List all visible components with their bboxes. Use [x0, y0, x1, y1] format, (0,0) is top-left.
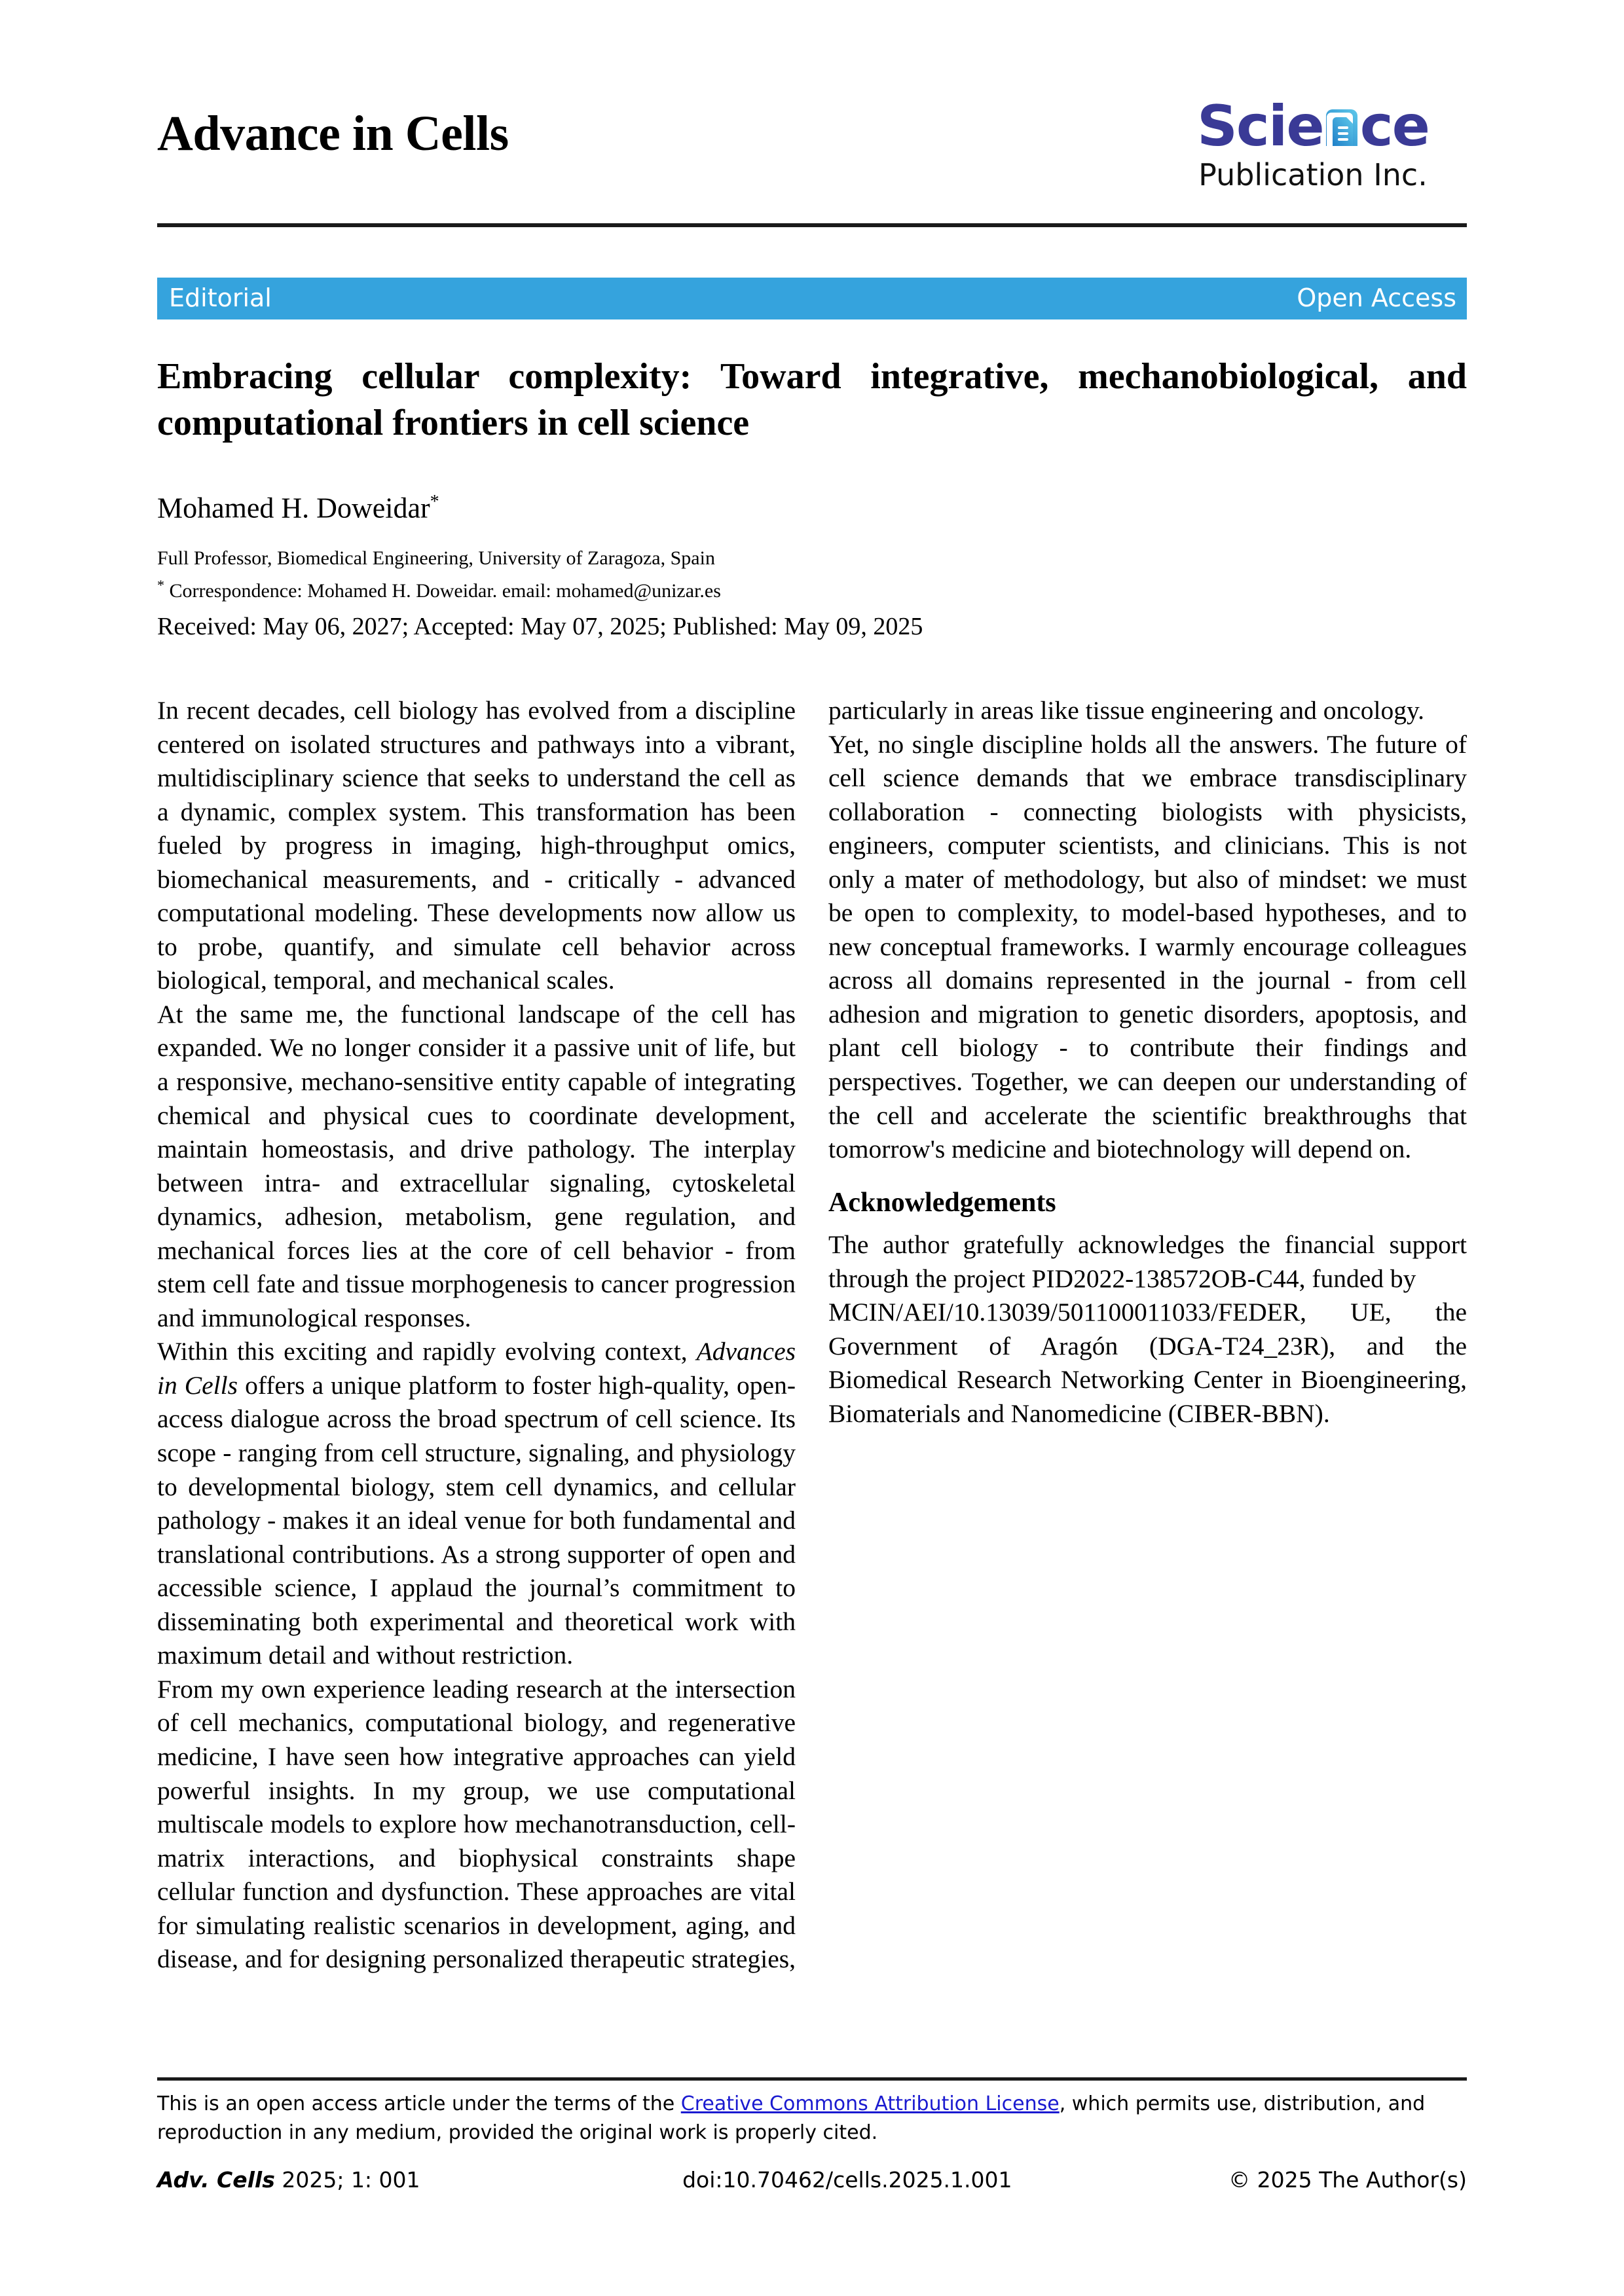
body-column-left: [157, 694, 796, 1977]
article-type-label: Editorial: [169, 283, 272, 312]
citation-reference: [157, 2167, 420, 2193]
journal-page: [157, 0, 1467, 2296]
body-column-right: [828, 694, 1467, 1430]
affiliation-block: [157, 543, 1467, 607]
author-list: [157, 491, 1467, 526]
footer-metadata: [157, 2167, 1467, 2193]
journal-title: Advance in Cells: [157, 106, 509, 161]
acknowledgements-paragraph: MCIN/AEI/10.13039/501100011033/FEDER, UE, the Government of Aragón (DGA-T24_23R), and the Biomedical Research Networking Center in Bioengineering, Biomaterials and Nanomedicine (CIBER-BBN).: [828, 1298, 1467, 1428]
section-heading-acknowledgements: Acknowledgements: [828, 1187, 1056, 1218]
masthead-divider: [157, 223, 1467, 227]
author-corresponding-marker: *: [430, 492, 439, 512]
body-paragraph: particularly in areas like tissue engineering and oncology.: [828, 696, 1425, 725]
article-title: Embracing cellular complexity: Toward integrative, mechanobiological, and computational frontiers in cell science: [157, 356, 1467, 443]
publisher-name: Publication Inc.: [1198, 157, 1428, 192]
paragraph-text-after-italic: offers a unique platform to foster high-quality, open-access dialogue across the broad spectrum of cell science. Its scope - ranging from cell structure, signaling, and physiology to developmental biology, stem cell dynamics, and cellular pathology - makes it an ideal venue for both fundamental and translational contributions. As a strong supporter of open and accessible science, I applaud the journal’s commitment to disseminating both experimental and theoretical work with maximum detail and without restriction.: [157, 1370, 796, 1670]
creative-commons-license-link[interactable]: Creative Commons Attribution License: [680, 2092, 1060, 2115]
article-type-bar: [157, 278, 1467, 319]
open-access-label: Open Access: [1297, 283, 1456, 312]
logo-text-after: ce: [1359, 94, 1430, 159]
body-paragraph: From my own experience leading research at the intersection of cell mechanics, computational biology, and regenerative medicine, I have seen how integrative approaches can yield powerful insights. In my group, we use computational multiscale models to explore how mechanotransduction, cell-matrix interactions, and biophysical constraints shape cellular function and dysfunction. These approaches are vital for simulating realistic scenarios in development, aging, and disease, and for designing personalized therapeutic strategies,: [157, 1674, 796, 1974]
citation-volume-page: 2025; 1: 001: [274, 2167, 420, 2193]
license-text-after: , which permits use, distribution, and reproduction in any medium, provided the original work is properly cited.: [157, 2092, 1426, 2144]
body-paragraph: Yet, no single discipline holds all the answers. The future of cell science demands that we embrace transdisciplinary collaboration - connecting biologists with physicists, engineers, computer scientists, and clinicians. This is not only a mater of methodology, but also of mindset: we must be open to complexity, to model-based hypotheses, and to new conceptual frameworks. I warmly encourage colleagues across all domains represented in the journal - from cell adhesion and migration to genetic disorders, apoptosis, and plant cell biology - to contribute their findings and perspectives. Together, we can deepen our understanding of the cell and accelerate the scientific breakthroughs that tomorrow's medicine and biotechnology will depend on.: [828, 729, 1467, 1164]
correspondence-marker: *: [157, 576, 164, 593]
footer-divider: [157, 2077, 1467, 2081]
masthead: [157, 94, 1467, 223]
affiliation-line: Full Professor, Biomedical Engineering, University of Zaragoza, Spain: [157, 547, 715, 569]
correspondence-text: Correspondence: Mohamed H. Doweidar. email: mohamed@unizar.es: [169, 579, 721, 602]
body-paragraph: In recent decades, cell biology has evolved from a discipline centered on isolated structures and pathways into a vibrant, multidisciplinary science that seeks to understand the cell as a dynamic, complex system. This transformation has been fueled by progress in imaging, high-throughput omics, biomechanical measurements, and - critically - advanced computational modeling. These developments now allow us to probe, quantify, and simulate cell behavior across biological, temporal, and mechanical scales.: [157, 696, 796, 995]
publisher-logo: [1159, 94, 1467, 192]
body-paragraph: At the same me, the functional landscape of the cell has expanded. We no longer consider it a passive unit of life, but a responsive, mechano-sensitive entity capable of integrating chemical and physical cues to coordinate development, maintain homeostasis, and drive pathology. The interplay between intra- and extracellular signaling, cytoskeletal dynamics, adhesion, metabolism, gene regulation, and mechanical forces lies at the core of cell behavior - from stem cell fate and tissue morphogenesis to cancer progression and immunological responses.: [157, 999, 796, 1332]
article-body: [157, 694, 1467, 2069]
correspondence-line: [157, 574, 1467, 607]
journal-name-italic: Advances in Cells: [157, 1337, 796, 1400]
citation-journal-abbrev: Adv. Cells: [157, 2167, 275, 2193]
article-dates: Received: May 06, 2027; Accepted: May 07, 2025; Published: May 09, 2025: [157, 613, 923, 640]
license-text-before: This is an open access article under the terms of the: [157, 2092, 681, 2115]
logo-text-before: Scie: [1196, 94, 1323, 159]
copyright-text: © 2025 The Author(s): [1228, 2167, 1467, 2193]
acknowledgements-paragraph: The author gratefully acknowledges the financial support through the project PID2022-138572OB-C44, funded by: [828, 1230, 1467, 1293]
paragraph-text-before-italic: Within this exciting and rapidly evolving context,: [157, 1337, 697, 1366]
license-statement: [157, 2090, 1467, 2147]
document-icon: [1322, 103, 1361, 150]
body-paragraph: [157, 1335, 796, 1672]
author-name: Mohamed H. Doweidar: [157, 492, 430, 524]
publisher-logo-wordmark: [1159, 94, 1467, 159]
doi-text: doi:10.70462/cells.2025.1.001: [682, 2167, 1012, 2193]
